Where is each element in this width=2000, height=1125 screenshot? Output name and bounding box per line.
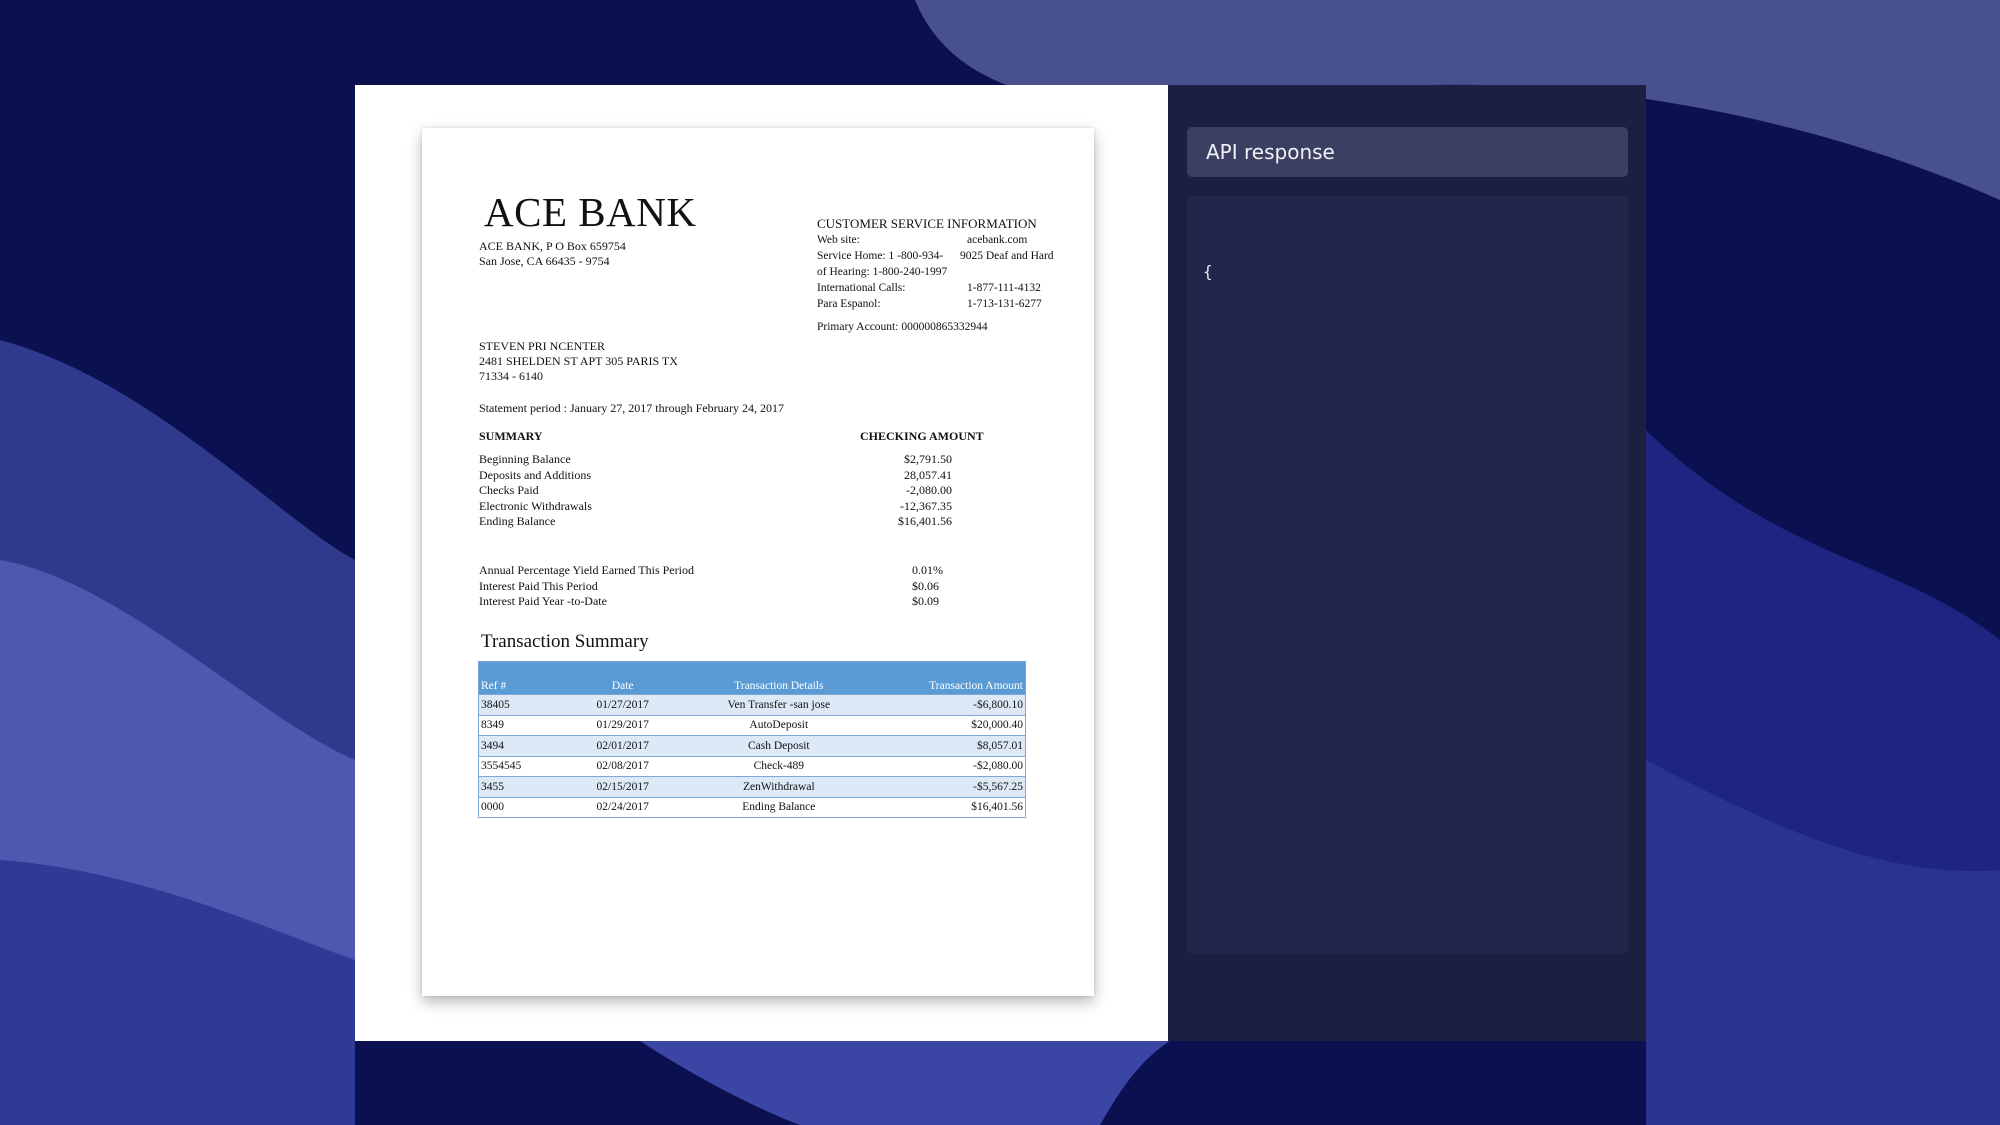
customer-line: 71334 - 6140 — [479, 369, 543, 383]
cell-ref: 38405 — [479, 695, 562, 716]
summary-label: Electronic Withdrawals — [479, 498, 592, 513]
summary-label: Checks Paid — [479, 483, 539, 497]
customer-line: 2481 SHELDEN ST APT 305 PARIS TX — [479, 354, 678, 368]
interest-values — [912, 563, 943, 610]
cs-label: Web site: — [817, 234, 860, 246]
customer-line: STEVEN PRI NCENTER — [479, 339, 605, 353]
cs-value: acebank.com — [967, 234, 1028, 246]
cs-label: of Hearing: 1-800-240-1997 — [817, 266, 948, 278]
cell-ref: 3554545 — [479, 756, 562, 777]
summary-value: -12,367.35 — [900, 498, 952, 513]
checking-amount-heading: CHECKING AMOUNT — [860, 429, 984, 443]
cell-amount: $16,401.56 — [874, 797, 1026, 818]
cell-ref: 0000 — [479, 797, 562, 818]
cell-details: Check-489 — [684, 756, 874, 777]
cell-date: 02/08/2017 — [562, 756, 684, 777]
summary-value: 28,057.41 — [904, 467, 952, 482]
interest-value: $0.09 — [912, 594, 939, 608]
cell-ref: 3455 — [479, 777, 562, 798]
cell-date: 02/01/2017 — [562, 736, 684, 757]
column-header: Ref # — [479, 662, 562, 695]
cell-date: 02/24/2017 — [562, 797, 684, 818]
interest-label: Interest Paid This Period — [479, 578, 598, 593]
cs-label: International Calls: — [817, 282, 906, 294]
document-viewer[interactable] — [355, 85, 1168, 1041]
transaction-table — [478, 661, 1026, 818]
api-response-body[interactable] — [1187, 196, 1628, 954]
cell-date: 01/27/2017 — [562, 695, 684, 716]
cell-amount: $8,057.01 — [874, 736, 1026, 757]
summary-heading: SUMMARY — [479, 429, 543, 443]
summary-value: -2,080.00 — [906, 483, 952, 497]
cell-amount: -$5,567.25 — [874, 777, 1026, 798]
table-row — [479, 736, 1026, 757]
cs-value: 9025 Deaf and Hard — [960, 250, 1054, 262]
cell-ref: 3494 — [479, 736, 562, 757]
interest-label: Interest Paid Year -to-Date — [479, 594, 607, 608]
cell-amount: -$6,800.10 — [874, 695, 1026, 716]
column-header: Date — [562, 662, 684, 695]
api-response-title: API response — [1187, 127, 1628, 177]
cs-value: 1-713-131-6277 — [967, 298, 1042, 310]
summary-label: Beginning Balance — [479, 452, 571, 466]
cs-row — [817, 232, 1077, 248]
cell-amount: $20,000.40 — [874, 715, 1026, 736]
table-row — [479, 715, 1026, 736]
cell-details: Ending Balance — [684, 797, 874, 818]
cell-details: AutoDeposit — [684, 715, 874, 736]
summary-labels — [479, 452, 592, 530]
api-response-panel — [1168, 85, 1646, 1041]
cs-row — [817, 264, 1077, 280]
interest-value: $0.06 — [912, 578, 939, 593]
summary-value: $16,401.56 — [898, 514, 952, 528]
cell-details: Cash Deposit — [684, 736, 874, 757]
cs-row — [817, 280, 1077, 296]
summary-value: $2,791.50 — [904, 452, 952, 466]
interest-value: 0.01% — [912, 563, 943, 577]
cell-amount: -$2,080.00 — [874, 756, 1026, 777]
cell-date: 01/29/2017 — [562, 715, 684, 736]
cs-label: Service Home: 1 -800-934- — [817, 250, 944, 262]
cell-ref: 8349 — [479, 715, 562, 736]
cell-details: ZenWithdrawal — [684, 777, 874, 798]
bank-address-line: ACE BANK, P O Box 659754 — [479, 239, 626, 253]
cell-details: Ven Transfer -san jose — [684, 695, 874, 716]
interest-labels — [479, 563, 694, 610]
table-row — [479, 777, 1026, 798]
column-header: Transaction Amount — [874, 662, 1026, 695]
customer-service-heading: CUSTOMER SERVICE INFORMATION — [817, 216, 1037, 231]
summary-label: Deposits and Additions — [479, 467, 592, 482]
customer-address — [479, 339, 678, 384]
primary-account: Primary Account: 000000865332944 — [817, 321, 988, 333]
table-row — [479, 695, 1026, 716]
statement-period: Statement period : January 27, 2017 through February 24, 2017 — [479, 401, 784, 415]
cs-row — [817, 248, 1077, 264]
summary-values — [882, 452, 952, 530]
app-window — [355, 85, 1646, 1041]
api-response-code: { — [1203, 262, 1213, 281]
table-row — [479, 797, 1026, 818]
bank-name: ACE BANK — [484, 189, 697, 235]
cs-value: 1-877-111-4132 — [967, 282, 1041, 294]
cell-date: 02/15/2017 — [562, 777, 684, 798]
table-header-row — [479, 662, 1026, 695]
customer-service-info — [817, 216, 1077, 335]
cs-label: Para Espanol: — [817, 298, 881, 310]
bank-address — [479, 239, 626, 269]
statement-page — [422, 128, 1094, 996]
interest-label: Annual Percentage Yield Earned This Period — [479, 563, 694, 577]
cs-row — [817, 296, 1077, 312]
table-row — [479, 756, 1026, 777]
bank-address-line: San Jose, CA 66435 - 9754 — [479, 254, 610, 268]
transaction-summary-title: Transaction Summary — [481, 631, 649, 652]
column-header: Transaction Details — [684, 662, 874, 695]
summary-label: Ending Balance — [479, 514, 556, 528]
